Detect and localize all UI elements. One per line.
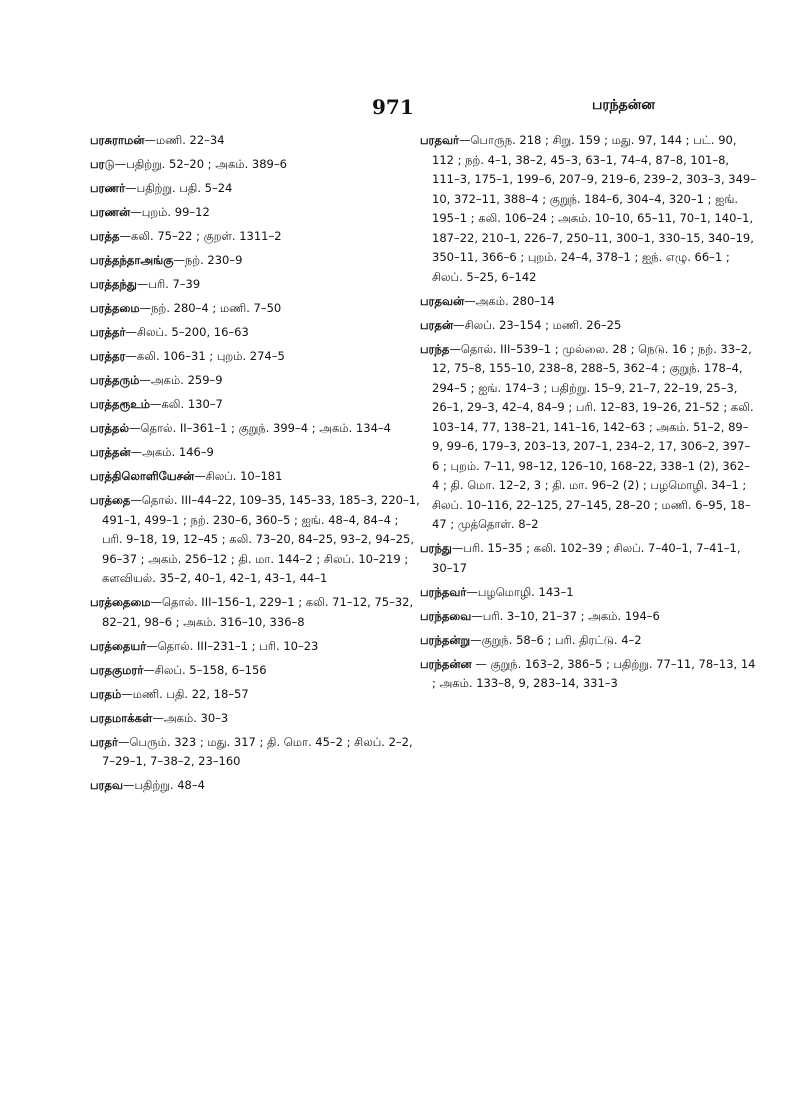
index-entry (420, 607, 756, 627)
index-entry (90, 733, 420, 772)
entry-headword: பரத்தைமை (90, 595, 151, 609)
entry-headword: பரந்த (420, 341, 450, 356)
entry-references: —அகம். 280–14 (464, 293, 555, 308)
index-entry (90, 323, 420, 343)
index-entry (90, 203, 420, 223)
entry-headword: பரந்தன்ன (420, 656, 472, 671)
index-entry (90, 443, 420, 463)
entry-headword: பரத்தரும் (90, 373, 140, 387)
index-entry (90, 637, 420, 657)
entry-headword: பரணர் (90, 181, 126, 195)
index-entry (90, 347, 420, 367)
entry-references: —நற். 230–9 (173, 253, 243, 267)
index-entry (90, 155, 420, 175)
entry-headword: பரந்தவை (420, 608, 472, 623)
entry-headword: பரந்தன்று (420, 632, 471, 647)
entry-references: —சிலப். 23–154 ; மணி. 26–25 (453, 317, 622, 332)
index-entry (90, 661, 420, 681)
entry-references: —அகம். 30–3 (152, 710, 229, 725)
index-entry (420, 316, 756, 336)
entry-headword: பரந்தவர் (420, 584, 467, 599)
index-entry (90, 491, 420, 589)
entry-references: —தொல். III–539–1 ; முல்லை. 28 ; நெடு. 16 ; நற். 33–2, 12, 75–8, 155–10, 238–8, 288–5, 362–4 ; குறுந். 178–4, 294–5 ; ஐங். 174–3 ; பதிற்று. 15–9, 21–7, 22–19, 25–3, 26–1, 29–3, 42–4, 84–9 ; பரி. 12–83, 19–26, 21–52 ; கலி. 103–14, 77, 138–21, 141–16, 142–63 ; அகம். 51–2, 89–9, 99–6, 179–3, 203–13, 207–1, 234–2, 17, 306–2, 397–6 ; புறம். 7–11, 98–12, 126–10, 168–22, 338–1 (2), 362–4 ; தி. மொ. 12–2, 3 ; தி. மா. 96–2 (2) ; பழமொழி. 34–1 ; சிலப். 10–116, 22–125, 27–145, 28–20 ; மணி. 6–95, 18–47 ; முத்தொள். 8–2 (432, 341, 754, 531)
index-entry (90, 275, 420, 295)
entry-headword: பரதன் (420, 317, 454, 332)
entry-references: —கலி. 75–22 ; குறள். 1311–2 (119, 229, 282, 243)
entry-references: —நற். 280–4 ; மணி. 7–50 (139, 301, 282, 315)
index-entry (90, 299, 420, 319)
entry-headword: பரத்திலொளியேசன் (90, 469, 195, 483)
entry-headword: பரதவன் (420, 293, 465, 308)
entry-references: —பொருந. 218 ; சிறு. 159 ; மது. 97, 144 ; பட். 90, 112 ; நற். 4–1, 38–2, 45–3, 63–1, 74–4, 87–8, 101–8, 111–3, 175–1, 199–6, 207–9, 219–6, 239–2, 303–3, 349–10, 372–11, 388–4 ; குறுந். 184–6, 304–4, 320–1 ; ஐங். 195–1 ; கலி. 106–24 ; அகம். 10–10, 65–11, 70–1, 140–1, 187–22, 210–1, 226–7, 250–11, 300–1, 330–15, 340–19, 350–11, 366–6 ; புறம். 24–4, 378–1 ; ஐந். எழு. 66–1 ; சிலப். 5–25, 6–142 (432, 133, 756, 284)
entry-references: —சிலப். 10–181 (194, 469, 283, 483)
index-entry (90, 179, 420, 199)
entry-references: —புறம். 99–12 (130, 205, 210, 219)
entry-references: —தொல். III–156–1, 229–1 ; கலி. 71–12, 75–32, 82–21, 98–6 ; அகம். 316–10, 336–8 (102, 595, 414, 629)
index-entry (420, 583, 756, 603)
index-entry (90, 419, 420, 439)
index-entry (420, 631, 756, 651)
running-head: பரந்தன்ன (592, 97, 655, 113)
index-entry (90, 395, 420, 415)
entry-references: —பரி. 7–39 (136, 277, 201, 291)
entry-headword: பரத்தந்து (90, 277, 137, 291)
entry-references: —பரி. 3–10, 21–37 ; அகம். 194–6 (471, 608, 660, 623)
entry-headword: பரத்தர் (90, 325, 126, 339)
entry-headword: பரத்தன் (90, 445, 131, 459)
entry-references: —அகம். 259–9 (139, 373, 223, 387)
right-column (420, 131, 756, 698)
index-entry (90, 227, 420, 247)
entry-headword: பரத்தை (90, 493, 131, 507)
entry-headword: பரதவர் (420, 133, 460, 147)
entry-headword: பரடு (90, 157, 115, 171)
entry-headword: பரத்தர (90, 349, 126, 363)
index-entry (420, 655, 756, 694)
index-entry (90, 131, 420, 151)
index-entry (90, 593, 420, 632)
index-entry (90, 776, 420, 796)
entry-references: —சிலப். 5–200, 16–63 (125, 325, 249, 339)
entry-headword: பரத்தமை (90, 301, 140, 315)
index-entry (90, 709, 420, 729)
index-entry (90, 685, 420, 705)
index-entry (420, 539, 756, 578)
entry-references: —பதிற்று. 52–20 ; அகம். 389–6 (114, 157, 287, 171)
entry-references: —பதிற்று. பதி. 5–24 (125, 181, 233, 195)
entry-headword: பரசுராமன் (90, 133, 145, 147)
entry-references: —மணி. 22–34 (144, 133, 225, 147)
entry-references: —பதிற்று. 48–4 (123, 778, 205, 792)
index-entry (420, 340, 756, 535)
entry-headword: பரதமாக்கள் (90, 710, 153, 725)
left-column (90, 131, 420, 800)
entry-headword: பரத்த (90, 229, 120, 243)
entry-references: —தொல். III–44–22, 109–35, 145–33, 185–3, 220–1, 491–1, 499–1 ; நற். 230–6, 360–5 ; ஐங். 48–4, 84–4 ; பரி. 9–18, 19, 12–45 ; கலி. 73–20, 84–25, 93–2, 94–25, 96–37 ; அகம். 256–12 ; தி. மா. 144–2 ; சிலப். 10–219 ; களவியல். 35–2, 40–1, 42–1, 43–1, 44–1 (102, 493, 420, 585)
entry-references: —குறுந். 58–6 ; பரி. திரட்டு. 4–2 (470, 632, 642, 647)
index-entry (90, 371, 420, 391)
entry-headword: பரதர் (90, 734, 118, 749)
entry-headword: பரந்து (420, 541, 452, 555)
entry-headword: பரத்தையர் (90, 638, 147, 653)
entry-headword: பரத்தந்தாஅங்கு (90, 253, 174, 267)
entry-headword: பரதவ (90, 778, 123, 792)
entry-references: —அகம். 146–9 (130, 445, 214, 459)
entry-headword: பரத்தல் (90, 421, 130, 435)
entry-references: —சிலப். 5–158, 6–156 (143, 662, 267, 677)
entry-references: —கலி. 130–7 (149, 397, 223, 411)
entry-references: — குறுந். 163–2, 386–5 ; பதிற்று. 77–11, 78–13, 14 ; அகம். 133–8, 9, 283–14, 331–3 (432, 656, 756, 690)
entry-references: —பரி. 15–35 ; கலி. 102–39 ; சிலப். 7–40–1, 7–41–1, 30–17 (432, 541, 741, 575)
page-number: 971 (372, 95, 414, 119)
entry-references: —பழமொழி. 143–1 (466, 584, 574, 599)
index-entry (90, 251, 420, 271)
index-entry (420, 292, 756, 312)
index-entry (420, 131, 756, 287)
entry-references: —பெரும். 323 ; மது. 317 ; தி. மொ. 45–2 ; சிலப். 2–2, 7–29–1, 7–38–2, 23–160 (102, 734, 413, 768)
entry-headword: பரதம் (90, 686, 122, 701)
entry-headword: பரதகுமரர் (90, 662, 144, 677)
index-entry (90, 467, 420, 487)
entry-references: —கலி. 106–31 ; புறம். 274–5 (125, 349, 285, 363)
entry-references: —தொல். III–231–1 ; பரி. 10–23 (146, 638, 319, 653)
entry-references: —மணி. பதி. 22, 18–57 (121, 686, 249, 701)
entry-headword: பரணன் (90, 205, 131, 219)
entry-headword: பரத்தரூஉம் (90, 397, 150, 411)
entry-references: —தொல். II–361–1 ; குறுந். 399–4 ; அகம். 134–4 (129, 421, 391, 435)
